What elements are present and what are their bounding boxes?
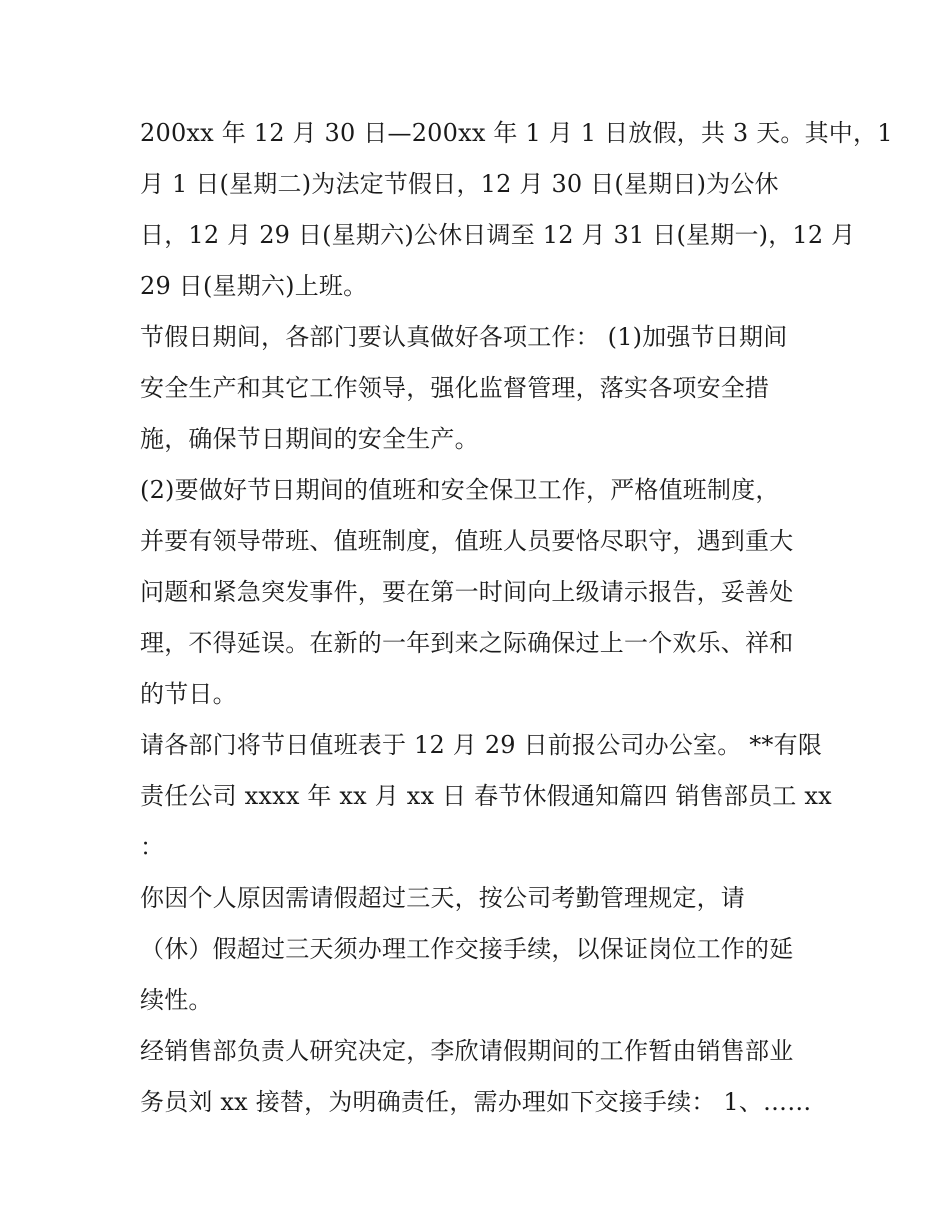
text-line: ： <box>140 833 165 861</box>
text-line: 理，不得延误。在新的一年到来之际确保过上一个欢乐、祥和 <box>140 629 794 657</box>
text-line: 务员刘 xx 接替，为明确责任，需办理如下交接手续： 1、…… <box>140 1088 812 1116</box>
text-line: 续性。 <box>140 986 213 1014</box>
text-line: 并要有领导带班、值班制度，值班人员要恪尽职守，遇到重大 <box>140 527 794 555</box>
text-line: 月 1 日(星期二)为法定节假日，12 月 30 日(星期日)为公休 <box>140 170 779 198</box>
text-line: 200xx 年 12 月 30 日—200xx 年 1 月 1 日放假，共 3 天。其中，1 <box>140 119 893 147</box>
text-line: 责任公司 xxxx 年 xx 月 xx 日 春节休假通知篇四 销售部员工 xx <box>140 782 832 810</box>
paragraph-duty-roster-notice <box>140 720 832 873</box>
text-line: 29 日(星期六)上班。 <box>140 272 368 300</box>
paragraph-duty-security <box>140 465 820 720</box>
text-line: (2)要做好节日期间的值班和安全保卫工作，严格值班制度， <box>140 476 780 504</box>
document-body <box>140 108 893 1128</box>
text-line: （休）假超过三天须办理工作交接手续，以保证岗位工作的延 <box>140 935 794 963</box>
text-line: 请各部门将节日值班表于 12 月 29 日前报公司办公室。 **有限 <box>140 731 823 759</box>
text-line: 的节日。 <box>140 680 237 708</box>
text-line: 日，12 月 29 日(星期六)公休日调至 12 月 31 日(星期一)，12 月 <box>140 221 856 249</box>
text-line: 经销售部负责人研究决定，李欣请假期间的工作暂由销售部业 <box>140 1037 794 1065</box>
text-line: 节假日期间，各部门要认真做好各项工作： (1)加强节日期间 <box>140 323 788 351</box>
text-line: 安全生产和其它工作领导，强化监督管理，落实各项安全措 <box>140 374 770 402</box>
paragraph-work-requirements <box>140 312 820 465</box>
text-line: 你因个人原因需请假超过三天，按公司考勤管理规定，请 <box>140 884 745 912</box>
paragraph-holiday-schedule <box>140 108 893 312</box>
text-line: 施，确保节日期间的安全生产。 <box>140 425 479 453</box>
paragraph-leave-request <box>140 873 820 1026</box>
text-line: 问题和紧急突发事件，要在第一时间向上级请示报告，妥善处 <box>140 578 794 606</box>
paragraph-handover <box>140 1026 820 1128</box>
